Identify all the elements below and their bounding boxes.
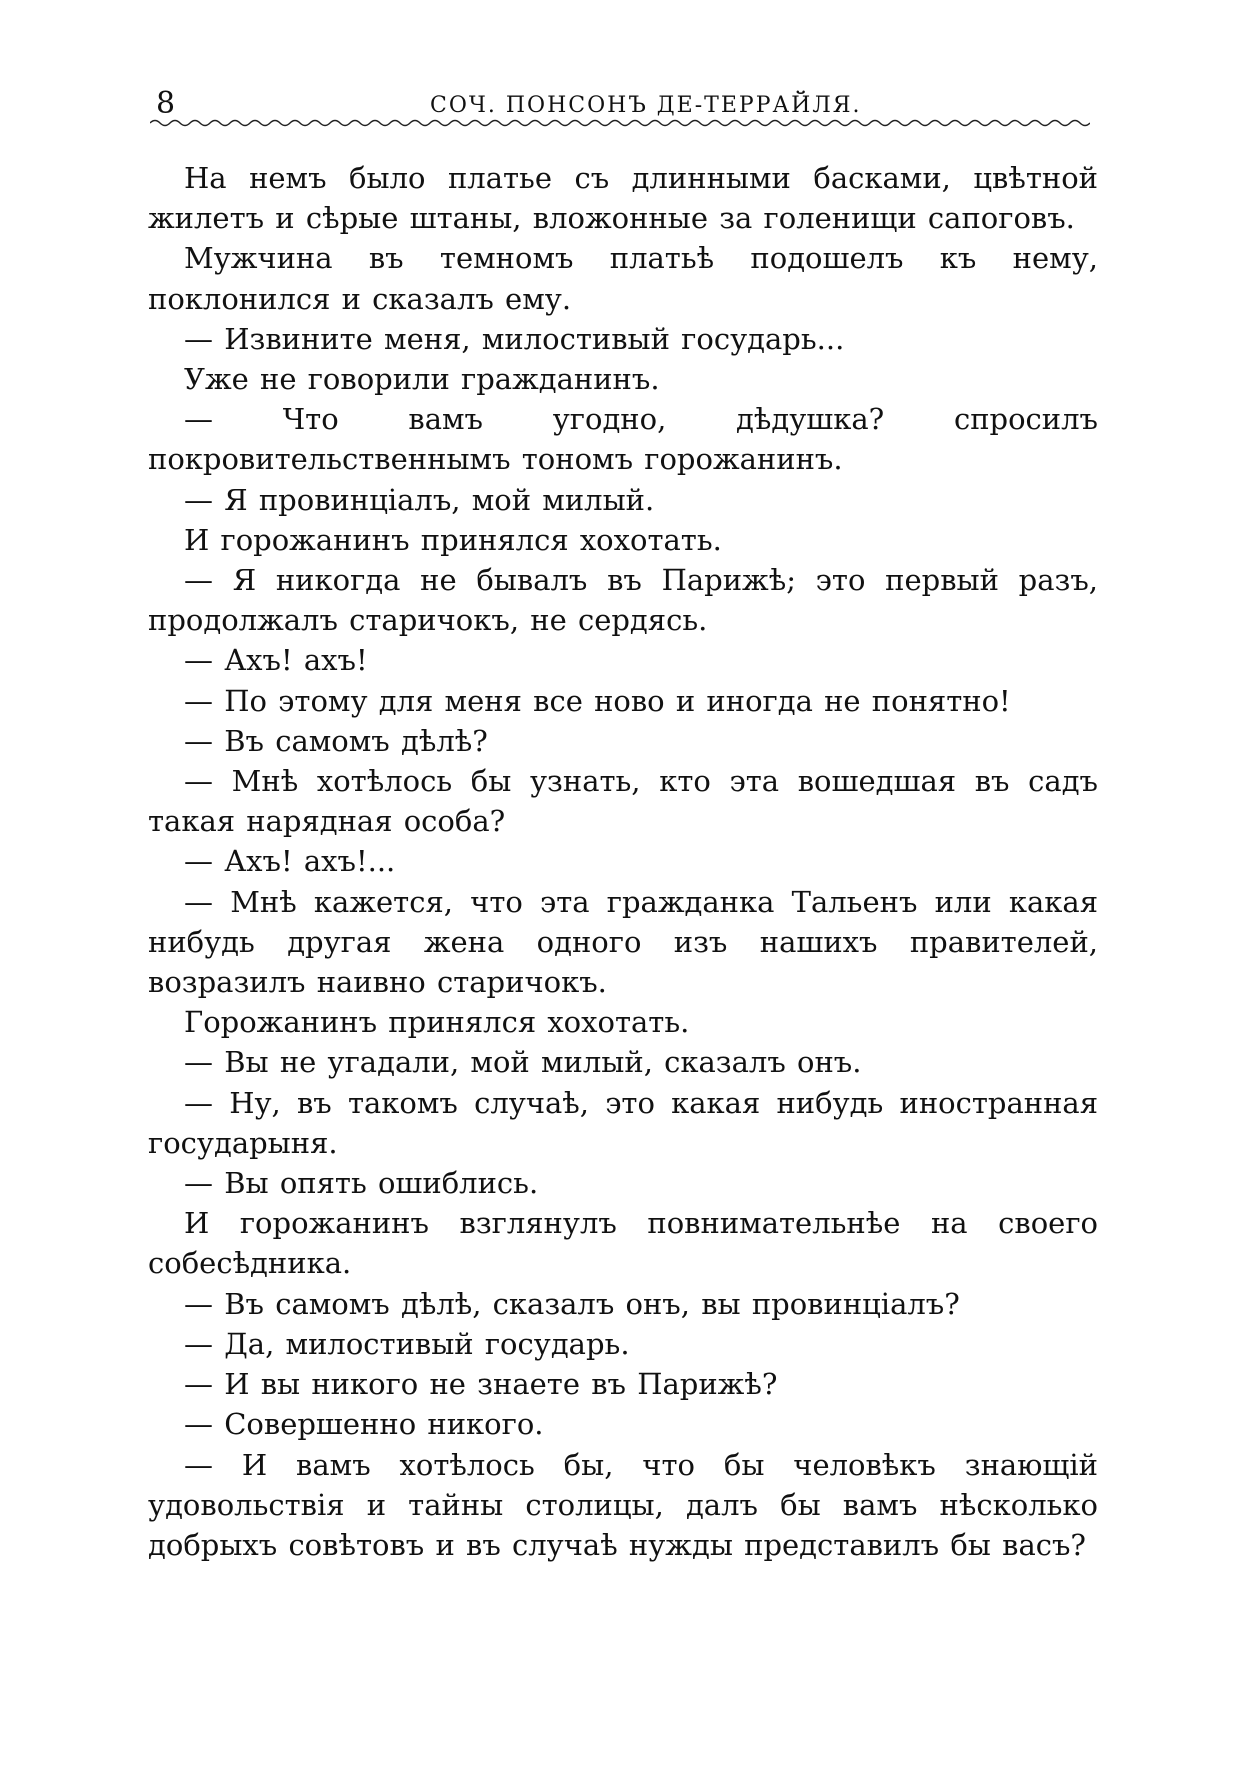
paragraph: На немъ было платье съ длинными басками, цвѣтной жилетъ и сѣрые штаны, вложонные за голенищи сапоговъ. xyxy=(148,161,1098,236)
paragraph: — Мнѣ хотѣлось бы узнать, кто эта вошедшая въ садъ такая нарядная особа? xyxy=(148,764,1098,839)
paragraph: — Вы не угадали, мой милый, сказалъ онъ. xyxy=(184,1045,862,1080)
body-text xyxy=(148,158,1098,1565)
paragraph: — Совершенно никого. xyxy=(184,1407,544,1442)
paragraph: — Ну, въ такомъ случаѣ, это какая нибудь иностранная государыня. xyxy=(148,1085,1098,1160)
paragraph: Мужчина въ темномъ платьѣ подошелъ къ нему, поклонился и сказалъ ему. xyxy=(148,241,1098,316)
paragraph: — Да, милостивый государь. xyxy=(184,1326,630,1361)
paragraph: — Мнѣ кажется, что эта гражданка Тальенъ или какая нибудь другая жена одного изъ нашихъ правителей, возразилъ наивно старичокъ. xyxy=(148,884,1098,1000)
paragraph: — Ахъ! ахъ! xyxy=(184,643,368,678)
paragraph: — Я провинціалъ, мой милый. xyxy=(184,482,655,517)
paragraph: — И вамъ хотѣлось бы, что бы человѣкъ знающій удовольствія и тайны столицы, далъ бы вамъ нѣсколько добрыхъ совѣтовъ и въ случаѣ нужды представилъ бы васъ? xyxy=(148,1447,1098,1562)
paragraph: — Извините меня, милостивый государь... xyxy=(184,321,845,356)
paragraph: — Я никогда не бывалъ въ Парижѣ; это первый разъ, продолжалъ старичокъ, не сердясь. xyxy=(148,563,1098,638)
paragraph: И горожанинъ взглянулъ повнимательнѣе на своего собесѣдника. xyxy=(148,1206,1098,1281)
paragraph: — Въ самомъ дѣлѣ? xyxy=(184,723,488,758)
paragraph: — Что вамъ угодно, дѣдушка? спросилъ покровительственнымъ тономъ горожанинъ. xyxy=(148,402,1098,477)
wavy-line xyxy=(150,121,1090,126)
paragraph: — И вы никого не знаете въ Парижѣ? xyxy=(184,1367,778,1402)
paragraph: — Ахъ! ахъ!... xyxy=(184,844,396,879)
header-rule xyxy=(150,118,1090,128)
page-number: 8 xyxy=(156,86,176,121)
paragraph: И горожанинъ принялся хохотать. xyxy=(184,522,722,557)
paragraph: Уже не говорили гражданинъ. xyxy=(184,362,660,397)
paragraph: Горожанинъ принялся хохотать. xyxy=(184,1005,690,1040)
running-title: СОЧ. ПОНСОНЪ ДЕ-ТЕРРАЙЛЯ. xyxy=(430,93,862,118)
paragraph: — Вы опять ошиблись. xyxy=(184,1166,539,1201)
paragraph: — Въ самомъ дѣлѣ, сказалъ онъ, вы провинціалъ? xyxy=(184,1286,960,1321)
paragraph: — По этому для меня все ново и иногда не понятно! xyxy=(184,683,1011,718)
